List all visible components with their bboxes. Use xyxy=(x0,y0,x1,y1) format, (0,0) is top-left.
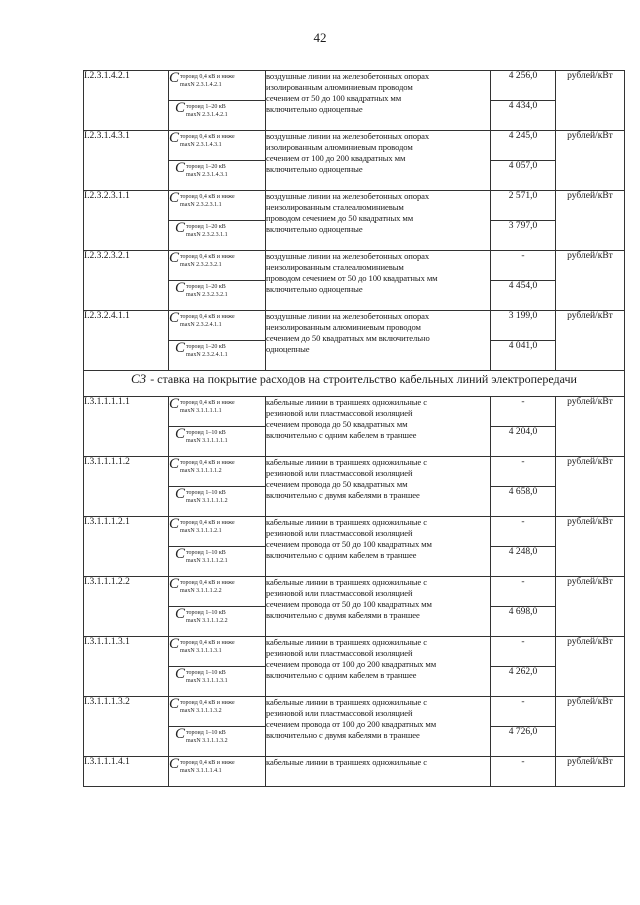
symbol-subscript: maxN 2.3.1.4.3.1 xyxy=(186,172,228,178)
rate-value-low-voltage: - xyxy=(491,457,556,487)
description xyxy=(266,131,491,191)
description-line: кабельные линии в траншеях одножильные с xyxy=(266,517,427,527)
row-code: I.2.3.2.3.2.1 xyxy=(84,251,169,311)
table-row xyxy=(84,577,625,607)
rate-symbol xyxy=(169,161,266,191)
rate-value-low-voltage: 3 199,0 xyxy=(491,311,556,341)
row-code: I.3.1.1.1.4.1 xyxy=(84,757,169,787)
description-line: проводом сечением от 50 до 100 квадратных мм xyxy=(266,273,438,283)
description xyxy=(266,311,491,371)
description-line: кабельные линии в траншеях одножильные с xyxy=(266,577,427,587)
description-line: сечением до 50 квадратных мм включительно xyxy=(266,333,430,343)
symbol-letter: C xyxy=(169,576,180,592)
rate-symbol xyxy=(169,221,266,251)
symbol-letter: C xyxy=(175,426,186,442)
symbol-subscript: maxN 3.1.1.1.1.1 xyxy=(180,408,222,414)
symbol-superscript: тороид 1–20 кВ xyxy=(186,104,226,110)
description-line: воздушные линии на железобетонных опорах xyxy=(266,71,430,81)
table-row xyxy=(84,757,625,787)
rate-symbol xyxy=(169,71,266,101)
symbol-superscript: тороид 0,4 кВ и ниже xyxy=(180,520,235,526)
description-line: включительно одноцепные xyxy=(266,104,363,114)
symbol-subscript: maxN 2.3.2.4.1.1 xyxy=(186,352,228,358)
symbol-superscript: тороид 0,4 кВ и ниже xyxy=(180,460,235,466)
rate-symbol xyxy=(169,131,266,161)
symbol-subscript: maxN 2.3.2.3.2.1 xyxy=(186,292,228,298)
unit: рублей/кВт xyxy=(556,191,625,251)
description-line: неизолированным алюминиевым проводом xyxy=(266,322,421,332)
symbol-letter: C xyxy=(169,310,180,326)
unit: рублей/кВт xyxy=(556,577,625,637)
symbol-subscript: maxN 2.3.1.4.3.1 xyxy=(180,142,222,148)
symbol-superscript: тороид 1–10 кВ xyxy=(186,730,226,736)
symbol-superscript: тороид 0,4 кВ и ниже xyxy=(180,194,235,200)
rate-symbol xyxy=(169,607,266,637)
table-row xyxy=(84,131,625,161)
description-line: одноцепные xyxy=(266,344,310,354)
symbol-superscript: тороид 0,4 кВ и ниже xyxy=(180,760,235,766)
description-line: включительно с двумя кабелями в траншее xyxy=(266,730,420,740)
row-code: I.3.1.1.1.1.2 xyxy=(84,457,169,517)
page-number: 42 xyxy=(313,30,327,45)
unit: рублей/кВт xyxy=(556,457,625,517)
symbol-letter: C xyxy=(175,220,186,236)
symbol-letter: C xyxy=(175,606,186,622)
symbol-letter: C xyxy=(175,486,186,502)
description-line: резиновой или пластмассовой изоляцией xyxy=(266,648,413,658)
description xyxy=(266,637,491,697)
symbol-subscript: maxN 3.1.1.1.2.1 xyxy=(186,558,228,564)
symbol-superscript: тороид 1–10 кВ xyxy=(186,490,226,496)
row-code: I.3.1.1.1.1.1 xyxy=(84,397,169,457)
symbol-superscript: тороид 0,4 кВ и ниже xyxy=(180,700,235,706)
symbol-letter: C xyxy=(169,456,180,472)
section-symbol: C3 xyxy=(131,371,147,386)
rate-value-low-voltage: - xyxy=(491,577,556,607)
unit: рублей/кВт xyxy=(556,311,625,371)
symbol-letter: C xyxy=(169,250,180,266)
description-line: включительно с одним кабелем в траншее xyxy=(266,430,417,440)
row-code: I.2.3.1.4.3.1 xyxy=(84,131,169,191)
symbol-subscript: maxN 3.1.1.1.1.2 xyxy=(186,498,228,504)
row-code: I.2.3.2.4.1.1 xyxy=(84,311,169,371)
symbol-subscript: maxN 3.1.1.1.3.2 xyxy=(186,738,228,744)
description-line: включительно одноцепные xyxy=(266,164,363,174)
description-line: изолированным алюминиевым проводом xyxy=(266,142,413,152)
rate-symbol xyxy=(169,697,266,727)
rate-symbol xyxy=(169,251,266,281)
symbol-subscript: maxN 2.3.2.4.1.1 xyxy=(180,322,222,328)
section-heading xyxy=(84,371,625,397)
description-line: резиновой или пластмассовой изоляцией xyxy=(266,588,413,598)
symbol-letter: C xyxy=(169,696,180,712)
symbol-superscript: тороид 0,4 кВ и ниже xyxy=(180,400,235,406)
tariff-table xyxy=(83,70,625,787)
table-row xyxy=(84,191,625,221)
rate-value-low-voltage: - xyxy=(491,637,556,667)
description-line: кабельные линии в траншеях одножильные с xyxy=(266,457,427,467)
rate-value-low-voltage: 4 256,0 xyxy=(491,71,556,101)
description-line: резиновой или пластмассовой изоляцией xyxy=(266,708,413,718)
rate-value-medium-voltage: 4 262,0 xyxy=(491,667,556,697)
row-code: I.3.1.1.1.3.1 xyxy=(84,637,169,697)
rate-value-low-voltage: 4 245,0 xyxy=(491,131,556,161)
rate-value-low-voltage: - xyxy=(491,697,556,727)
unit: рублей/кВт xyxy=(556,71,625,131)
symbol-subscript: maxN 3.1.1.1.3.1 xyxy=(186,678,228,684)
symbol-superscript: тороид 1–20 кВ xyxy=(186,344,226,350)
description-line: сечением провода от 50 до 100 квадратных мм xyxy=(266,539,432,549)
description-line: кабельные линии в траншеях одножильные с xyxy=(266,697,427,707)
description xyxy=(266,251,491,311)
symbol-subscript: maxN 3.1.1.1.3.2 xyxy=(180,708,222,714)
section-row xyxy=(84,371,625,397)
rate-value-medium-voltage: 4 041,0 xyxy=(491,341,556,371)
description xyxy=(266,71,491,131)
table-row xyxy=(84,251,625,281)
symbol-superscript: тороид 0,4 кВ и ниже xyxy=(180,640,235,646)
symbol-superscript: тороид 0,4 кВ и ниже xyxy=(180,254,235,260)
description-line: сечением провода от 50 до 100 квадратных мм xyxy=(266,599,432,609)
symbol-superscript: тороид 1–10 кВ xyxy=(186,550,226,556)
rate-value-medium-voltage: 4 454,0 xyxy=(491,281,556,311)
table-row xyxy=(84,397,625,427)
symbol-subscript: maxN 2.3.2.3.1.1 xyxy=(186,232,228,238)
description xyxy=(266,517,491,577)
rate-symbol xyxy=(169,547,266,577)
symbol-superscript: тороид 0,4 кВ и ниже xyxy=(180,580,235,586)
rate-value-low-voltage: - xyxy=(491,251,556,281)
symbol-letter: C xyxy=(175,340,186,356)
description-line: неизолированным сталеалюминиевым xyxy=(266,202,404,212)
description-line: включительно с двумя кабелями в траншее xyxy=(266,610,420,620)
unit: рублей/кВт xyxy=(556,697,625,757)
description xyxy=(266,397,491,457)
rate-value-medium-voltage: 4 658,0 xyxy=(491,487,556,517)
symbol-superscript: тороид 0,4 кВ и ниже xyxy=(180,134,235,140)
description-line: сечением провода до 50 квадратных мм xyxy=(266,479,408,489)
description xyxy=(266,697,491,757)
rate-symbol xyxy=(169,637,266,667)
row-code: I.2.3.1.4.2.1 xyxy=(84,71,169,131)
description-line: проводом сечением до 50 квадратных мм xyxy=(266,213,414,223)
description-line: сечением провода от 100 до 200 квадратных мм xyxy=(266,659,437,669)
symbol-superscript: тороид 1–10 кВ xyxy=(186,670,226,676)
row-code: I.2.3.2.3.1.1 xyxy=(84,191,169,251)
rate-symbol xyxy=(169,457,266,487)
description-line: воздушные линии на железобетонных опорах xyxy=(266,131,430,141)
symbol-letter: C xyxy=(169,756,180,772)
symbol-subscript: maxN 2.3.1.4.2.1 xyxy=(186,112,228,118)
unit: рублей/кВт xyxy=(556,517,625,577)
symbol-superscript: тороид 0,4 кВ и ниже xyxy=(180,314,235,320)
rate-symbol xyxy=(169,427,266,457)
description-line: неизолированным сталеалюминиевым xyxy=(266,262,404,272)
symbol-letter: C xyxy=(175,280,186,296)
description-line: воздушные линии на железобетонных опорах xyxy=(266,191,430,201)
description-line: сечением от 100 до 200 квадратных мм xyxy=(266,153,406,163)
symbol-letter: C xyxy=(175,726,186,742)
description-line: кабельные линии в траншеях одножильные с xyxy=(266,637,427,647)
description-line: резиновой или пластмассовой изоляцией xyxy=(266,408,413,418)
description-line: сечением от 50 до 100 квадратных мм xyxy=(266,93,402,103)
rate-symbol xyxy=(169,487,266,517)
description-line: сечением провода от 100 до 200 квадратных мм xyxy=(266,719,437,729)
row-code: I.3.1.1.1.2.2 xyxy=(84,577,169,637)
row-code: I.3.1.1.1.3.2 xyxy=(84,697,169,757)
symbol-subscript: maxN 3.1.1.1.2.2 xyxy=(186,618,228,624)
rate-value-medium-voltage: 4 248,0 xyxy=(491,547,556,577)
description-line: сечением провода до 50 квадратных мм xyxy=(266,419,408,429)
symbol-letter: C xyxy=(169,516,180,532)
description xyxy=(266,191,491,251)
rate-value-medium-voltage: 4 698,0 xyxy=(491,607,556,637)
symbol-letter: C xyxy=(169,70,180,86)
description-line: резиновой или пластмассовой изоляцией xyxy=(266,528,413,538)
description-line: включительно с одним кабелем в траншее xyxy=(266,550,417,560)
description-line: включительно с двумя кабелями в траншее xyxy=(266,490,420,500)
description-line: резиновой или пластмассовой изоляцией xyxy=(266,468,413,478)
symbol-superscript: тороид 1–10 кВ xyxy=(186,610,226,616)
table-row xyxy=(84,697,625,727)
description-line: включительно с одним кабелем в траншее xyxy=(266,670,417,680)
symbol-letter: C xyxy=(175,100,186,116)
symbol-superscript: тороид 0,4 кВ и ниже xyxy=(180,74,235,80)
symbol-subscript: maxN 2.3.2.3.1.1 xyxy=(180,202,222,208)
rate-value-medium-voltage: 4 204,0 xyxy=(491,427,556,457)
table-row xyxy=(84,457,625,487)
description-line: воздушные линии на железобетонных опорах xyxy=(266,251,430,261)
symbol-subscript: maxN 3.1.1.1.1.2 xyxy=(180,468,222,474)
rate-symbol xyxy=(169,757,266,787)
symbol-subscript: maxN 2.3.1.4.2.1 xyxy=(180,82,222,88)
symbol-subscript: maxN 3.1.1.1.2.2 xyxy=(180,588,222,594)
rate-value-low-voltage: - xyxy=(491,757,556,787)
unit: рублей/кВт xyxy=(556,397,625,457)
table-row xyxy=(84,71,625,101)
unit: рублей/кВт xyxy=(556,637,625,697)
unit: рублей/кВт xyxy=(556,251,625,311)
rate-value-low-voltage: - xyxy=(491,397,556,427)
rate-symbol xyxy=(169,397,266,427)
table-row xyxy=(84,311,625,341)
rate-value-medium-voltage: 3 797,0 xyxy=(491,221,556,251)
rate-symbol xyxy=(169,191,266,221)
symbol-subscript: maxN 3.1.1.1.1.1 xyxy=(186,438,228,444)
description-line: кабельные линии в траншеях одножильные с xyxy=(266,757,427,767)
symbol-subscript: maxN 3.1.1.1.3.1 xyxy=(180,648,222,654)
symbol-superscript: тороид 1–20 кВ xyxy=(186,284,226,290)
row-code: I.3.1.1.1.2.1 xyxy=(84,517,169,577)
description-line: включительно одноцепные xyxy=(266,284,363,294)
symbol-letter: C xyxy=(169,130,180,146)
description xyxy=(266,757,491,787)
rate-value-low-voltage: 2 571,0 xyxy=(491,191,556,221)
symbol-superscript: тороид 1–20 кВ xyxy=(186,224,226,230)
symbol-subscript: maxN 3.1.1.1.2.1 xyxy=(180,528,222,534)
description xyxy=(266,457,491,517)
unit: рублей/кВт xyxy=(556,131,625,191)
symbol-letter: C xyxy=(169,636,180,652)
rate-symbol xyxy=(169,311,266,341)
symbol-letter: C xyxy=(169,396,180,412)
rate-symbol xyxy=(169,517,266,547)
description-line: воздушные линии на железобетонных опорах xyxy=(266,311,430,321)
symbol-letter: C xyxy=(175,546,186,562)
rate-symbol xyxy=(169,281,266,311)
description-line: изолированным алюминиевым проводом xyxy=(266,82,413,92)
rate-value-medium-voltage: 4 057,0 xyxy=(491,161,556,191)
description-line: кабельные линии в траншеях одножильные с xyxy=(266,397,427,407)
rate-symbol xyxy=(169,727,266,757)
rate-symbol xyxy=(169,577,266,607)
rate-symbol xyxy=(169,667,266,697)
symbol-letter: C xyxy=(175,666,186,682)
symbol-superscript: тороид 1–10 кВ xyxy=(186,430,226,436)
description xyxy=(266,577,491,637)
unit: рублей/кВт xyxy=(556,757,625,787)
description-line: включительно одноцепные xyxy=(266,224,363,234)
symbol-letter: C xyxy=(175,160,186,176)
symbol-subscript: maxN 2.3.2.3.2.1 xyxy=(180,262,222,268)
rate-value-low-voltage: - xyxy=(491,517,556,547)
rate-symbol xyxy=(169,101,266,131)
symbol-letter: C xyxy=(169,190,180,206)
symbol-subscript: maxN 3.1.1.1.4.1 xyxy=(180,768,222,774)
table-row xyxy=(84,517,625,547)
rate-value-medium-voltage: 4 434,0 xyxy=(491,101,556,131)
rate-symbol xyxy=(169,341,266,371)
section-text: - ставка на покрытие расходов на строительство кабельных линий электропередачи xyxy=(150,372,577,386)
symbol-superscript: тороид 1–20 кВ xyxy=(186,164,226,170)
rate-value-medium-voltage: 4 726,0 xyxy=(491,727,556,757)
table-row xyxy=(84,637,625,667)
